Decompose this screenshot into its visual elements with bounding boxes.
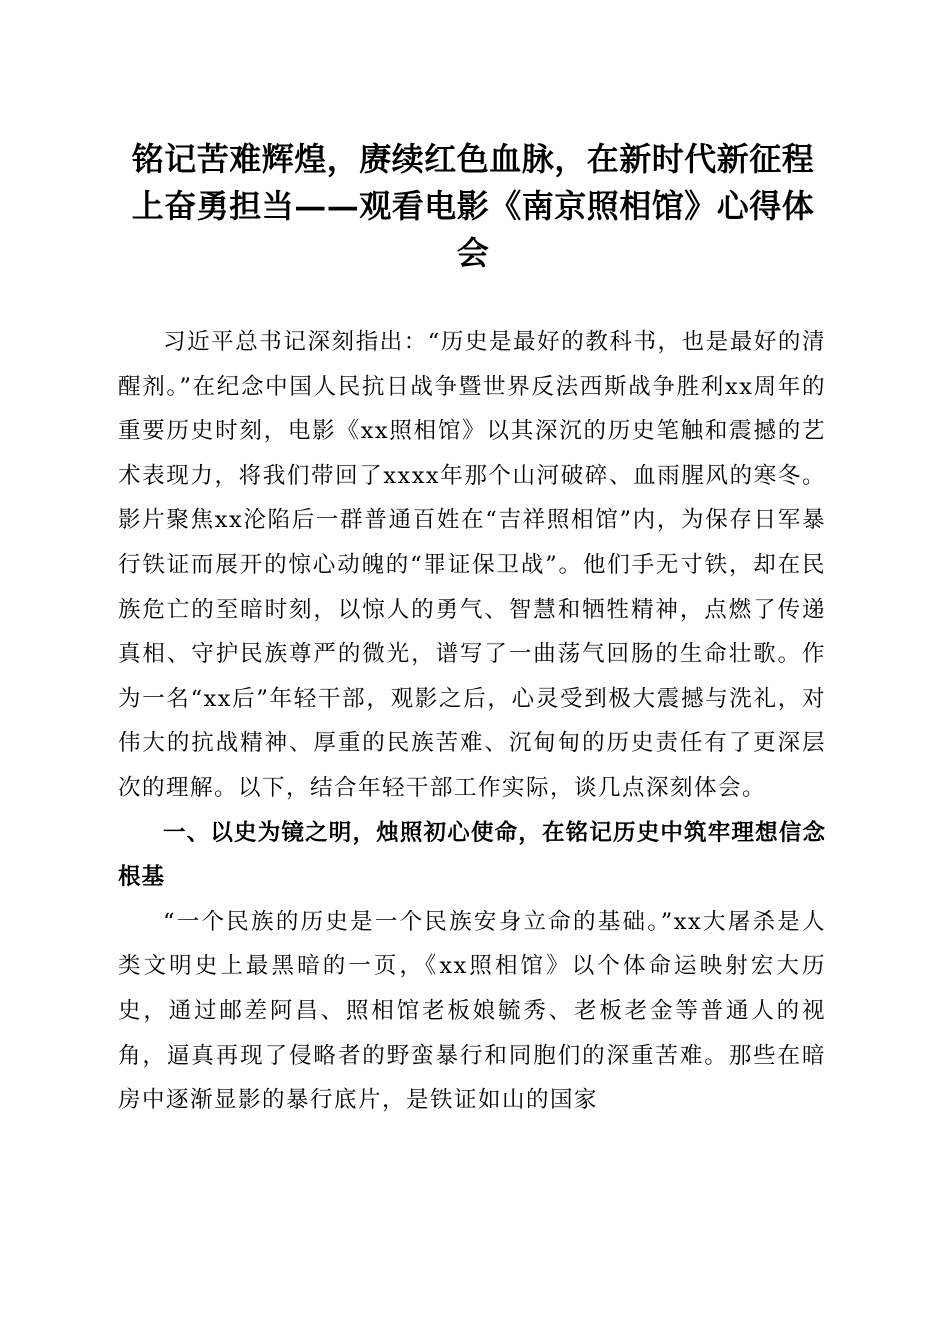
intro-paragraph: 习近平总书记深刻指出：“历史是最好的教科书，也是最好的清醒剂。”在纪念中国人民抗日战争暨世界反法西斯战争胜利xx周年的重要历史时刻，电影《xx照相馆》以其深沉的历史笔触和震撼的艺术表现力，将我们带回了xxxx年那个山河破碎、血雨腥风的寒冬。影片聚焦xx沦陷后一群普通百姓在“吉祥照相馆”内，为保存日军暴行铁证而展开的惊心动魄的“罪证保卫战”。他们手无寸铁，却在民族危亡的至暗时刻，以惊人的勇气、智慧和牺牲精神，点燃了传递真相、守护民族尊严的微光，谱写了一曲荡气回肠的生命壮歌。作为一名“xx后”年轻干部，观影之后，心灵受到极大震撼与洗礼，对伟大的抗战精神、厚重的民族苦难、沉甸甸的历史责任有了更深层次的理解。以下，结合年轻干部工作实际，谈几点深刻体会。 xyxy=(118,329,826,801)
section-heading: 一、以史为镜之明，烛照初心使命，在铭记历史中筑牢理想信念根基 xyxy=(118,819,826,891)
section-paragraph: “一个民族的历史是一个民族安身立命的基础。”xx大屠杀是人类文明史上最黑暗的一页，《xx照相馆》以个体命运映射宏大历史，通过邮差阿昌、照相馆老板娘毓秀、老板老金等普通人的视角，逼真再现了侵略者的野蛮暴行和同胞们的深重苦难。那些在暗房中逐渐显影的暴行底片，是铁证如山的国家 xyxy=(118,908,826,1114)
document-title: 铭记苦难辉煌，赓续红色血脉，在新时代新征程上奋勇担当——观看电影《南京照相馆》心得体会 xyxy=(131,140,815,272)
document-body xyxy=(118,320,826,1123)
